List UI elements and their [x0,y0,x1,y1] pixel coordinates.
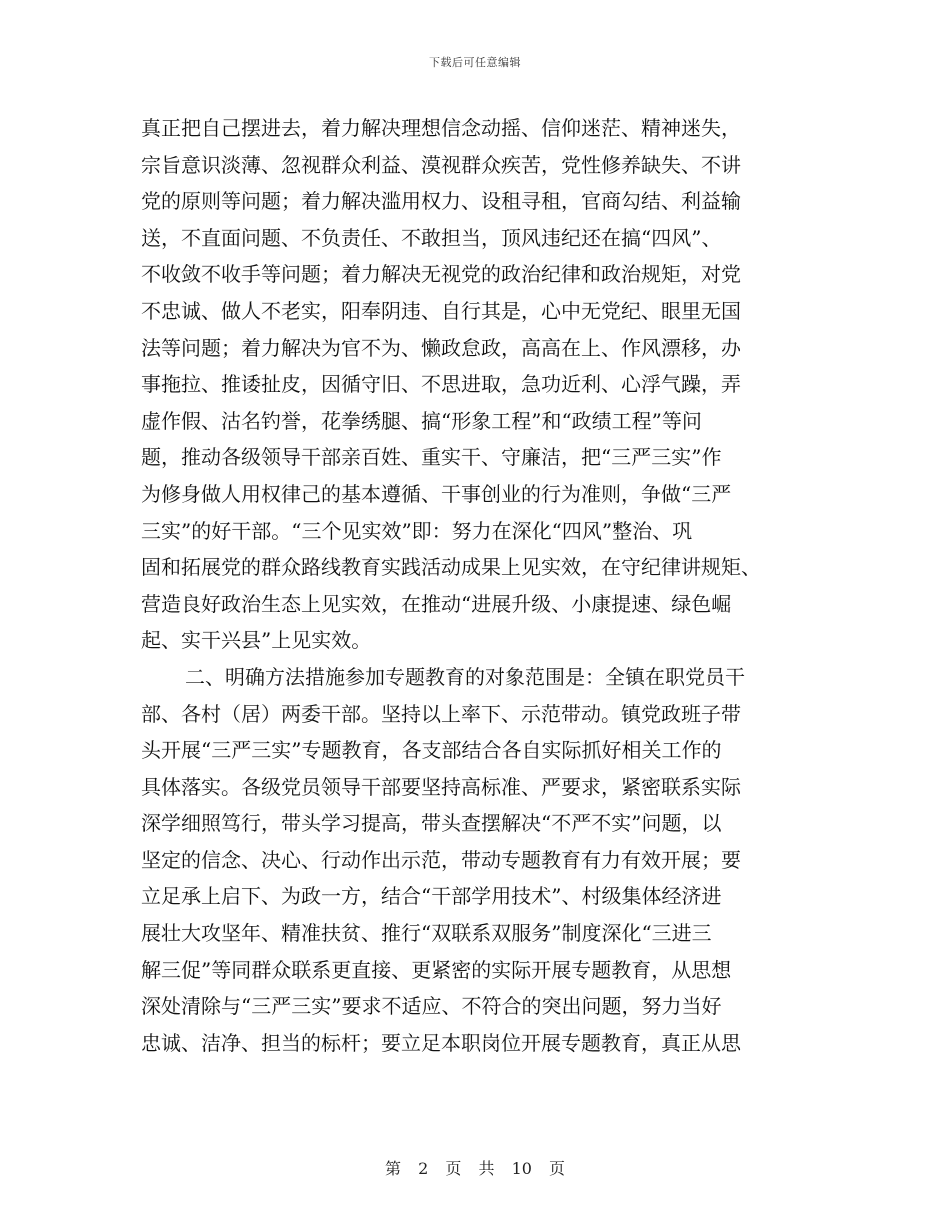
text-line: 固和拓展党的群众路线教育实践活动成果上见实效，在守纪律讲规矩、 [141,555,761,580]
text-line: 题，推动各级领导干部亲百姓、重实干、守廉洁，把“三严三实”作 [141,445,722,470]
page-label-prefix: 第 [384,1159,401,1178]
text-line: 党的原则等问题；着力解决滥用权力、设租寻租，官商勾结、利益输 [141,189,741,214]
text-line: 部、各村（居）两委干部。坚持以上率下、示范带动。镇党政班子带 [141,701,741,726]
text-line: 解三促”等同群众联系更直接、更紧密的实际开展专题教育，从思想 [141,957,732,982]
text-line: 三实”的好干部。“三个见实效”即：努力在深化“四风”整治、巩 [141,518,693,543]
total-pages-number: 10 [511,1159,532,1178]
text-line: 立足承上启下、为政一方，结合“干部学用技术”、村级集体经济进 [141,884,722,909]
text-line: 深处清除与“三严三实”要求不适应、不符合的突出问题，努力当好 [141,994,722,1019]
page-header: 下载后可任意编辑 [429,56,521,69]
text-line: 坚定的信念、决心、行动作出示范，带动专题教育有力有效开展；要 [141,847,741,872]
current-page-number: 2 [418,1159,429,1178]
text-line: 不收敛不收手等问题；着力解决无视党的政治纪律和政治规矩，对党 [141,262,741,287]
text-line: 宗旨意识淡薄、忽视群众利益、漠视群众疾苦，党性修养缺失、不讲 [141,152,741,177]
text-line: 起、实干兴县”上见实效。 [141,628,372,653]
text-line: 忠诚、洁净、担当的标杆；要立足本职岗位开展专题教育，真正从思 [141,1030,741,1055]
text-line: 虚作假、沽名钓誉，花拳绣腿、搞“形象工程”和“政绩工程”等问 [141,408,702,433]
text-line: 法等问题；着力解决为官不为、懒政怠政，高高在上、作风漂移，办 [141,335,741,360]
page-label-mid: 页 [445,1159,462,1178]
text-line: 营造良好政治生态上见实效，在推动“进展升级、小康提速、绿色崛 [141,591,732,616]
text-line: 为修身做人用权律己的基本遵循、干事创业的行为准则，争做“三严 [141,481,732,506]
text-line: 深学细照笃行，带头学习提高，带头查摆解决“不严不实”问题，以 [141,811,722,836]
text-line: 展壮大攻坚年、精准扶贫、推行“双联系双服务”制度深化“三进三 [141,921,712,946]
paragraph-heading-line: 二、明确方法措施参加专题教育的对象范围是：全镇在职党员干 [185,664,745,689]
page-footer [0,1156,950,1179]
text-line: 不忠诚、做人不老实，阳奉阴违、自行其是，心中无党纪、眼里无国 [141,298,741,323]
text-line: 送，不直面问题、不负责任、不敢担当，顶风违纪还在搞“四风”、 [141,225,722,250]
document-body [141,110,809,1061]
text-line: 头开展“三严三实”专题教育，各支部结合各自实际抓好相关工作的 [141,738,722,763]
text-line: 具体落实。各级党员领导干部要坚持高标准、严要求，紧密联系实际 [141,774,741,799]
text-line: 事拖拉、推诿扯皮，因循守旧、不思进取，急功近利、心浮气躁，弄 [141,372,741,397]
total-label: 共 [478,1159,495,1178]
text-line: 真正把自己摆进去，着力解决理想信念动摇、信仰迷茫、精神迷失， [141,116,741,140]
page-label-suffix: 页 [549,1159,566,1178]
